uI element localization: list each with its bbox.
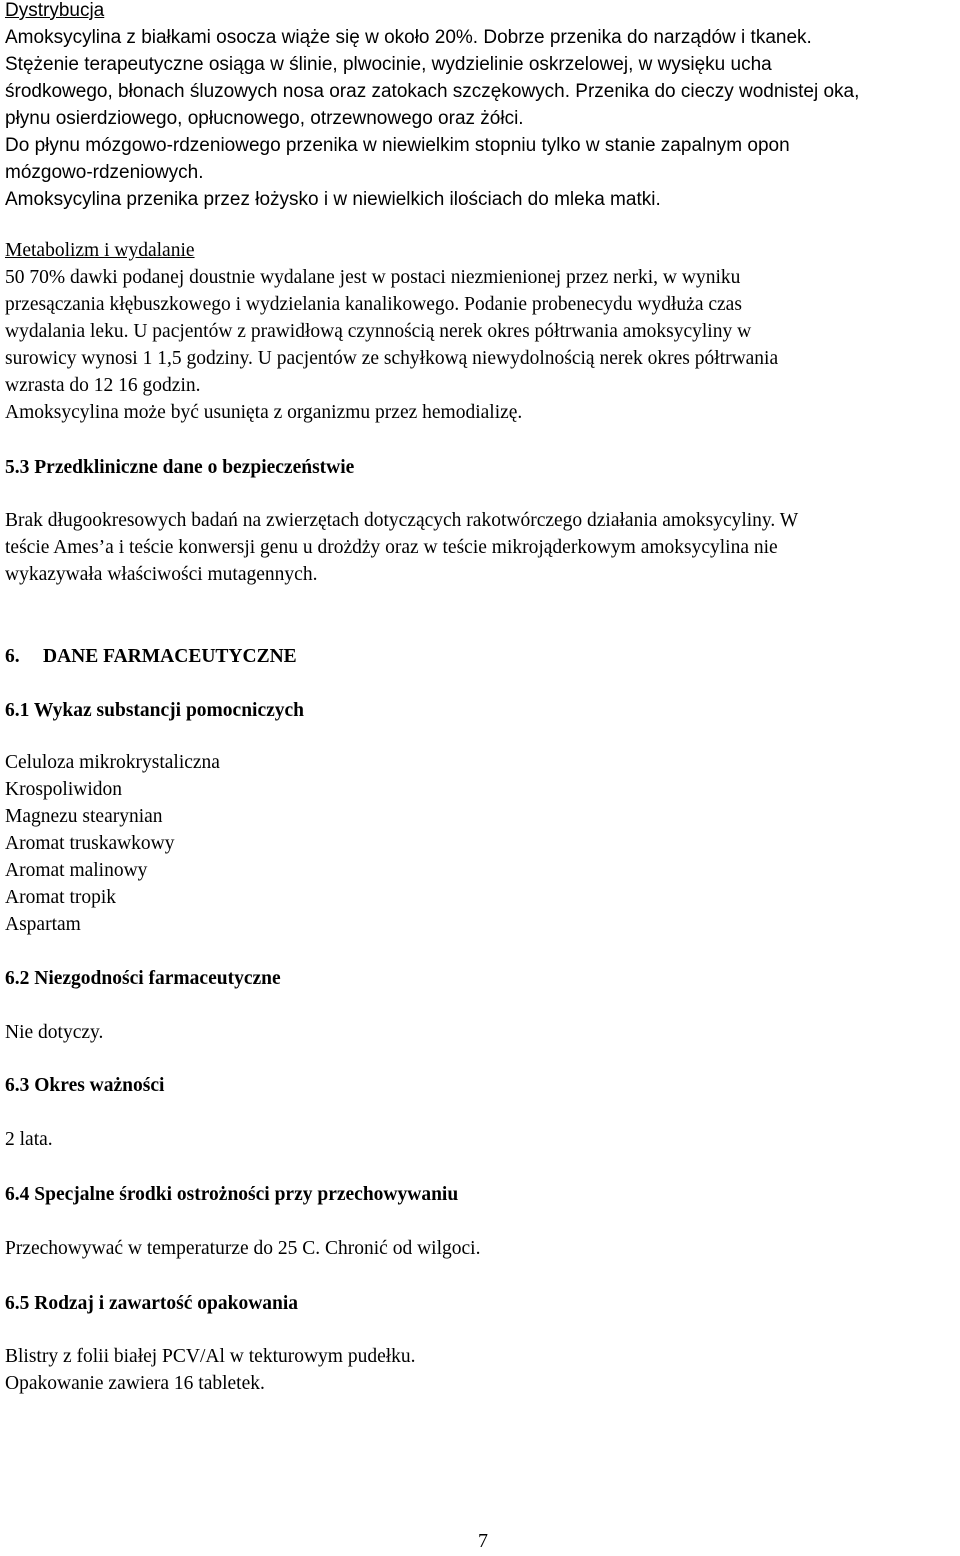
distribution-line: środkowego, błonach śluzowych nosa oraz zatokach szczękowych. Przenika do cieczy wodnistej oka, (5, 81, 860, 102)
excipient-item: Celuloza mikrokrystaliczna (5, 752, 220, 773)
distribution-line: mózgowo-rdzeniowych. (5, 162, 204, 183)
section-6-3-text: 2 lata. (5, 1129, 53, 1150)
distribution-heading: Dystrybucja (5, 0, 105, 21)
section-6-5-heading: 6.5 Rodzaj i zawartość opakowania (5, 1293, 299, 1314)
section-5-3-body (5, 507, 955, 588)
section-6-number: 6. (5, 646, 20, 667)
metabolism-section (5, 237, 955, 426)
distribution-line: Amoksycylina z białkami osocza wiąże się w około 20%. Dobrze przenika do narządów i tkanek. (5, 27, 812, 48)
section-5-3-line: wykazywała właściwości mutagennych. (5, 564, 318, 585)
distribution-section (5, 0, 955, 213)
section-6-heading (5, 643, 955, 670)
section-6-5-body (5, 1343, 955, 1397)
packaging-line: Blistry z folii białej PCV/Al w tekturowym pudełku. (5, 1346, 416, 1367)
excipient-item: Krospoliwidon (5, 779, 122, 800)
section-6-title: DANE FARMACEUTYCZNE (43, 646, 297, 667)
metabolism-line: Amoksycylina może być usunięta z organizmu przez hemodializę. (5, 402, 523, 423)
section-6-1-heading: 6.1 Wykaz substancji pomocniczych (5, 700, 305, 721)
excipient-item: Aspartam (5, 914, 81, 935)
excipients-list (5, 749, 955, 938)
section-6-4-text: Przechowywać w temperaturze do 25 C. Chronić od wilgoci. (5, 1238, 481, 1259)
metabolism-heading: Metabolizm i wydalanie (5, 240, 195, 261)
distribution-line: Do płynu mózgowo-rdzeniowego przenika w niewielkim stopniu tylko w stanie zapalnym opon (5, 135, 790, 156)
metabolism-line: przesączania kłębuszkowego i wydzielania kanalikowego. Podanie probenecydu wydłuża czas (5, 294, 742, 315)
metabolism-line: wzrasta do 12 16 godzin. (5, 375, 201, 396)
distribution-line: płynu osierdziowego, opłucnowego, otrzewnowego oraz żółci. (5, 108, 524, 129)
section-5-3-line: Brak długookresowych badań na zwierzętach dotyczących rakotwórczego działania amoksycyliny. W (5, 510, 799, 531)
metabolism-line: wydalania leku. U pacjentów z prawidłową czynnością nerek okres półtrwania amoksycyliny w (5, 321, 752, 342)
excipient-item: Magnezu stearynian (5, 806, 163, 827)
section-6-4-heading: 6.4 Specjalne środki ostrożności przy przechowywaniu (5, 1184, 459, 1205)
packaging-line: Opakowanie zawiera 16 tabletek. (5, 1373, 265, 1394)
section-5-3-line: teście Ames’a i teście konwersji genu u drożdży oraz w teście mikrojąderkowym amoksycylina nie (5, 537, 778, 558)
section-6-2-text: Nie dotyczy. (5, 1022, 104, 1043)
metabolism-line: 50 70% dawki podanej doustnie wydalane jest w postaci niezmienionej przez nerki, w wyniku (5, 267, 741, 288)
section-6-2-heading: 6.2 Niezgodności farmaceutyczne (5, 968, 281, 989)
distribution-line: Stężenie terapeutyczne osiąga w ślinie, plwocinie, wydzielinie oskrzelowej, w wysięku ucha (5, 54, 772, 75)
page-number: 7 (478, 1530, 488, 1552)
distribution-line: Amoksycylina przenika przez łożysko i w niewielkich ilościach do mleka matki. (5, 189, 661, 210)
excipient-item: Aromat tropik (5, 887, 117, 908)
section-6-3-heading: 6.3 Okres ważności (5, 1075, 165, 1096)
metabolism-line: surowicy wynosi 1 1,5 godziny. U pacjentów ze schyłkową niewydolnością nerek okres półtrwania (5, 348, 779, 369)
section-5-3-heading: 5.3 Przedkliniczne dane o bezpieczeństwie (5, 457, 355, 478)
excipient-item: Aromat truskawkowy (5, 833, 175, 854)
excipient-item: Aromat malinowy (5, 860, 148, 881)
